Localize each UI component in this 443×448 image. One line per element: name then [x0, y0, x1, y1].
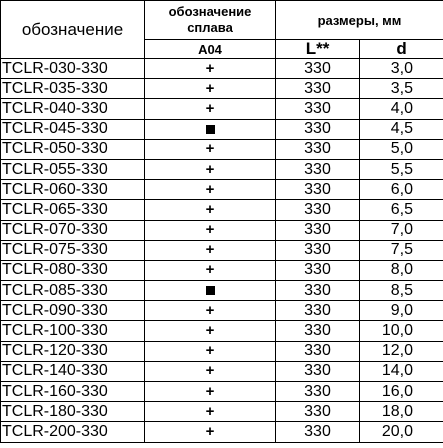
table-row	[1, 361, 443, 381]
cell-alloy-square	[145, 281, 276, 301]
cell-length: 330	[276, 59, 360, 79]
cell-length: 330	[276, 281, 360, 301]
cell-diameter: 4,5	[360, 119, 443, 139]
cell-designation: TCLR-040-330	[1, 99, 145, 119]
cell-diameter: 10,0	[360, 321, 443, 341]
cell-length: 330	[276, 422, 360, 442]
cell-designation: TCLR-045-330	[1, 119, 145, 139]
table-row	[1, 341, 443, 361]
cell-length: 330	[276, 321, 360, 341]
header-designation: обозначение	[1, 1, 145, 59]
cell-diameter: 5,5	[360, 159, 443, 179]
cell-alloy-plus: +	[145, 341, 276, 361]
square-icon	[206, 125, 215, 134]
cell-alloy-plus: +	[145, 79, 276, 99]
table-row	[1, 260, 443, 280]
cell-diameter: 16,0	[360, 382, 443, 402]
cell-length: 330	[276, 402, 360, 422]
table-row	[1, 402, 443, 422]
cell-diameter: 8,0	[360, 260, 443, 280]
cell-designation: TCLR-030-330	[1, 59, 145, 79]
cell-length: 330	[276, 220, 360, 240]
cell-designation: TCLR-085-330	[1, 281, 145, 301]
header-alloy-line1: обозначение	[168, 4, 252, 19]
table-row	[1, 59, 443, 79]
cell-length: 330	[276, 180, 360, 200]
cell-diameter: 4,0	[360, 99, 443, 119]
cell-diameter: 9,0	[360, 301, 443, 321]
cell-alloy-plus: +	[145, 382, 276, 402]
cell-designation: TCLR-065-330	[1, 200, 145, 220]
cell-diameter: 6,0	[360, 180, 443, 200]
cell-alloy-plus: +	[145, 220, 276, 240]
table-row	[1, 119, 443, 139]
table-row	[1, 220, 443, 240]
table-row	[1, 422, 443, 442]
cell-length: 330	[276, 260, 360, 280]
cell-designation: TCLR-070-330	[1, 220, 145, 240]
table-row	[1, 139, 443, 159]
cell-length: 330	[276, 200, 360, 220]
cell-diameter: 8,5	[360, 281, 443, 301]
cell-designation: TCLR-090-330	[1, 301, 145, 321]
cell-length: 330	[276, 79, 360, 99]
cell-diameter: 7,0	[360, 220, 443, 240]
cell-diameter: 3,0	[360, 59, 443, 79]
cell-length: 330	[276, 341, 360, 361]
cell-designation: TCLR-055-330	[1, 159, 145, 179]
cell-alloy-plus: +	[145, 139, 276, 159]
table-row	[1, 159, 443, 179]
cell-alloy-plus: +	[145, 99, 276, 119]
table-row	[1, 281, 443, 301]
cell-designation: TCLR-035-330	[1, 79, 145, 99]
cell-diameter: 6,5	[360, 200, 443, 220]
cell-designation: TCLR-200-330	[1, 422, 145, 442]
cell-designation: TCLR-120-330	[1, 341, 145, 361]
table-body	[1, 59, 443, 443]
cell-length: 330	[276, 139, 360, 159]
table-row	[1, 321, 443, 341]
header-alloy-line2: сплава	[187, 20, 233, 35]
header-length: L**	[276, 40, 360, 59]
cell-alloy-plus: +	[145, 159, 276, 179]
cell-alloy-plus: +	[145, 260, 276, 280]
cell-length: 330	[276, 301, 360, 321]
cell-alloy-plus: +	[145, 402, 276, 422]
header-alloy	[145, 1, 276, 40]
cell-designation: TCLR-060-330	[1, 180, 145, 200]
cell-alloy-plus: +	[145, 301, 276, 321]
cell-designation: TCLR-100-330	[1, 321, 145, 341]
cell-length: 330	[276, 159, 360, 179]
cell-diameter: 3,5	[360, 79, 443, 99]
cell-alloy-plus: +	[145, 422, 276, 442]
cell-diameter: 14,0	[360, 361, 443, 381]
cell-alloy-plus: +	[145, 240, 276, 260]
cell-designation: TCLR-160-330	[1, 382, 145, 402]
cell-alloy-plus: +	[145, 361, 276, 381]
cell-alloy-plus: +	[145, 200, 276, 220]
table-row	[1, 200, 443, 220]
cell-designation: TCLR-080-330	[1, 260, 145, 280]
header-alloy-grade: A04	[145, 40, 276, 59]
cell-diameter: 18,0	[360, 402, 443, 422]
cell-designation: TCLR-140-330	[1, 361, 145, 381]
table-row	[1, 79, 443, 99]
header-sizes: размеры, мм	[276, 1, 443, 40]
cell-length: 330	[276, 99, 360, 119]
table-row	[1, 301, 443, 321]
table-row	[1, 240, 443, 260]
cell-designation: TCLR-050-330	[1, 139, 145, 159]
table-row	[1, 99, 443, 119]
header-diameter: d	[360, 40, 443, 59]
cell-alloy-plus: +	[145, 59, 276, 79]
cell-diameter: 12,0	[360, 341, 443, 361]
cell-length: 330	[276, 240, 360, 260]
cell-alloy-plus: +	[145, 321, 276, 341]
cell-diameter: 7,5	[360, 240, 443, 260]
cell-designation: TCLR-075-330	[1, 240, 145, 260]
cell-alloy-plus: +	[145, 180, 276, 200]
cell-length: 330	[276, 382, 360, 402]
cell-length: 330	[276, 119, 360, 139]
cell-diameter: 5,0	[360, 139, 443, 159]
cell-alloy-square	[145, 119, 276, 139]
cell-diameter: 20,0	[360, 422, 443, 442]
square-icon	[206, 286, 215, 295]
table-row	[1, 382, 443, 402]
table-row	[1, 180, 443, 200]
cell-length: 330	[276, 361, 360, 381]
cell-designation: TCLR-180-330	[1, 402, 145, 422]
